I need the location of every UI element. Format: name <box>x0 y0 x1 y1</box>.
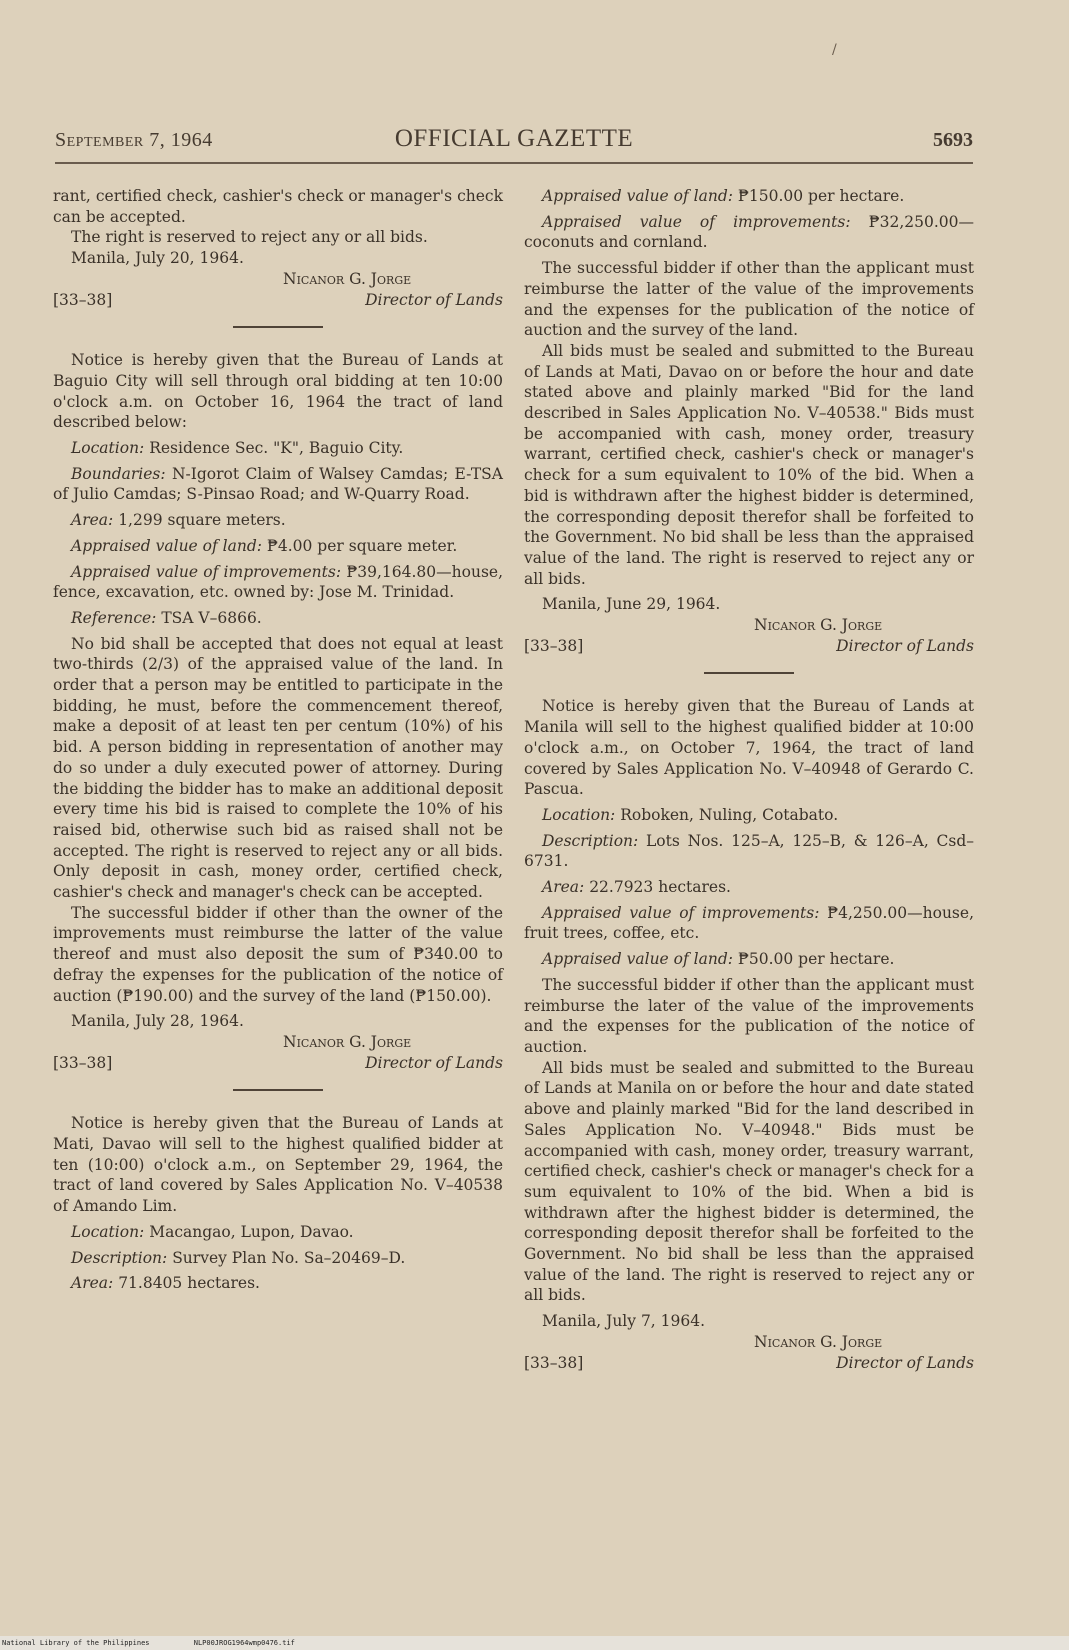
signatory-title: Director of Lands <box>836 1353 974 1372</box>
signatory-name: Nicanor G. Jorge <box>283 1032 412 1051</box>
issue-reference: [33–38] <box>524 636 584 655</box>
issue-reference: [33–38] <box>53 1053 113 1072</box>
area-value: 71.8405 hectares. <box>118 1274 260 1293</box>
notice-body: No bid shall be accepted that does not equal at least two-thirds (2/3) of the appraised value of the land. In order that a person may be entitled to participate in the bidding, he must, before the commencement thereof, make a deposit of at least ten per centum (10%) of his bid. A person bidding in representation of another may do so under a duly executed power of attorney. During the bidding the bidder has to make an additional deposit every time his bid is raised to complete the 10% of his raised bid, otherwise such bid as raised shall not be accepted. The right is reserved to reject any or all bids. Only deposit in cash, money order, certified check, cashier's check and manager's check can be accepted. <box>53 634 503 902</box>
notice-intro: Notice is hereby given that the Bureau of Lands at Manila will sell to the highest qualified bidder at 10:00 o'clock a.m., on October 7, 1964, the tract of land covered by Sales Application No. V–40948 of Gerardo C. Pascua. <box>524 697 974 799</box>
notice-description <box>53 1248 503 1269</box>
footer-library: National Library of the Philippines <box>2 1639 150 1647</box>
location-value: Macangao, Lupon, Davao. <box>149 1222 354 1241</box>
header-rule <box>55 162 973 164</box>
reference-label: Reference: <box>71 608 157 627</box>
header-page-number: 5693 <box>933 129 973 151</box>
improvements-value: ₱32,250.00—coconuts and cornland. <box>524 212 974 252</box>
notice-location <box>524 805 974 826</box>
notice-area <box>53 1273 503 1294</box>
land-value: ₱150.00 per hectare. <box>737 187 905 205</box>
notice-body: The successful bidder if other than the applicant must reimburse the later of the value of the improvements and the expenses for the publication of the notice of auction. <box>524 975 974 1056</box>
notice-body: The successful bidder if other than the owner of the improvements must reimburse the latter of the value thereof and must also deposit the sum of ₱340.00 to defray the expenses for the publication of the notice of auction (₱190.00) and the survey of the land (₱150.00). <box>53 903 503 1005</box>
improvements-label: Appraised value of improvements: <box>542 903 820 922</box>
notice-intro: Notice is hereby given that the Bureau of Lands at Baguio City will sell through oral bidding at ten 10:00 o'clock a.m. on October 16, 1964 the tract of land described below: <box>53 351 503 432</box>
notice-description <box>524 831 974 872</box>
description-value: Lots Nos. 125–A, 125–B, & 126–A, Csd–6731. <box>524 831 974 871</box>
section-divider <box>704 672 794 674</box>
signatory-name: Nicanor G. Jorge <box>754 616 883 635</box>
notice-land-value <box>524 186 974 207</box>
notice-location <box>53 1222 503 1243</box>
notice-improvements <box>53 562 503 603</box>
right-column <box>524 186 974 1373</box>
improvements-value: ₱39,164.80—house, fence, excavation, etc. owned by: Jose M. Trinidad. <box>53 562 503 602</box>
section-divider <box>233 1089 323 1091</box>
scan-footer <box>0 1636 1069 1650</box>
description-label: Description: <box>71 1248 168 1267</box>
description-value: Survey Plan No. Sa–20469–D. <box>172 1248 406 1267</box>
header-title: OFFICIAL GAZETTE <box>394 125 634 152</box>
reference-value: TSA V–6866. <box>161 608 262 627</box>
dateline: Manila, July 20, 1964. <box>71 249 244 268</box>
signature-title-line <box>53 1053 503 1074</box>
notice-body: All bids must be sealed and submitted to the Bureau of Lands at Manila on or before the hour and date stated above and plainly marked "Bid for the land described in Sales Application No. V–40948." Bids must be accompanied with cash, money order, treasury warrant, certified check, cashier's check or manager's check for a sum equivalent to 10% of the bid. When a bid is withdrawn after the highest bidder is determined, the corresponding deposit therefor shall be forfeited to the Government. No bid shall be less than the appraised value of the land. The right is reserved to reject any or all bids. <box>524 1058 974 1305</box>
signatory-name: Nicanor G. Jorge <box>754 1332 883 1351</box>
stray-pen-mark: / <box>832 42 837 58</box>
issue-reference: [33–38] <box>524 1353 584 1372</box>
signature-name-line <box>53 1032 503 1053</box>
reserve-right-text: The right is reserved to reject any or all bids. <box>71 228 428 247</box>
dateline: Manila, July 28, 1964. <box>71 1012 244 1031</box>
signature-title-line <box>53 290 503 311</box>
notice-body: All bids must be sealed and submitted to the Bureau of Lands at Mati, Davao on or before the hour and date stated above and plainly marked "Bid for the land described in Sales Application No. V–40538." Bids must be accompanied with cash, money order, treasury warrant, certified check, cashier's check or manager's check for a sum equivalent to 10% of the bid. When a bid is withdrawn after the highest bidder is determined, the corresponding deposit therefor shall be forfeited to the Government. No bid shall be less than the appraised value of the land. The right is reserved to reject any or all bids. <box>524 341 974 588</box>
location-label: Location: <box>71 439 145 457</box>
signatory-title: Director of Lands <box>836 636 974 655</box>
dateline: Manila, July 7, 1964. <box>542 1312 706 1331</box>
notice-intro: Notice is hereby given that the Bureau of Lands at Mati, Davao will sell to the highest qualified bidder at ten (10:00) o'clock a.m., on September 29, 1964, the tract of land covered by Sales Application No. V–40538 of Amando Lim. <box>53 1114 503 1216</box>
notice-body: The successful bidder if other than the applicant must reimburse the latter of the value of the improvements and the expenses for the publication of the notice of auction and the survey of the land. <box>524 259 974 340</box>
footer-filename: NLP00JROG1964wmp0476.tif <box>193 1639 295 1647</box>
notice-improvements <box>524 903 974 944</box>
header-date: September 7, 1964 <box>55 129 213 151</box>
notice-improvements <box>524 212 974 253</box>
land-value-label: Appraised value of land: <box>542 187 733 205</box>
running-head <box>55 125 973 159</box>
signature-title-line <box>524 636 974 657</box>
carry-text: rant, certified check, cashier's check or manager's check can be accepted. <box>53 187 503 226</box>
location-value: Roboken, Nuling, Cotabato. <box>620 805 839 824</box>
signatory-title: Director of Lands <box>365 1053 503 1072</box>
location-value: Residence Sec. "K", Baguio City. <box>149 439 404 457</box>
signature-name-line <box>524 1332 974 1353</box>
issue-reference: [33–38] <box>53 290 113 309</box>
area-label: Area: <box>71 1274 114 1293</box>
signature-title-line <box>524 1353 974 1374</box>
notice-reference <box>53 608 503 629</box>
description-label: Description: <box>542 831 639 850</box>
land-value: ₱50.00 per hectare. <box>737 950 895 969</box>
notice-area <box>53 510 503 531</box>
notice-boundaries <box>53 464 503 505</box>
improvements-label: Appraised value of improvements: <box>71 562 342 581</box>
boundaries-value: N-Igorot Claim of Walsey Camdas; E-TSA of Julio Camdas; S-Pinsao Road; and W-Quarry Road. <box>53 464 503 504</box>
notice-land-value <box>524 949 974 970</box>
land-value-label: Appraised value of land: <box>542 950 733 969</box>
notice-land-value <box>53 536 503 557</box>
location-label: Location: <box>542 805 616 824</box>
area-value: 22.7923 hectares. <box>589 878 731 897</box>
area-label: Area: <box>71 511 114 530</box>
signatory-name: Nicanor G. Jorge <box>283 269 412 288</box>
area-value: 1,299 square meters. <box>118 511 286 530</box>
left-column <box>53 186 503 1294</box>
land-value-label: Appraised value of land: <box>71 536 262 555</box>
section-divider <box>233 326 323 328</box>
land-value: ₱4.00 per square meter. <box>266 536 458 555</box>
signatory-title: Director of Lands <box>365 290 503 309</box>
boundaries-label: Boundaries: <box>71 464 166 483</box>
signature-name-line <box>524 615 974 636</box>
improvements-label: Appraised value of improvements: <box>542 212 851 231</box>
area-label: Area: <box>542 878 585 897</box>
notice-location <box>53 438 503 459</box>
notice-area <box>524 877 974 898</box>
signature-name-line <box>53 269 503 290</box>
improvements-value: ₱4,250.00—house, fruit trees, coffee, etc. <box>524 903 974 943</box>
dateline: Manila, June 29, 1964. <box>542 595 721 614</box>
location-label: Location: <box>71 1222 145 1241</box>
